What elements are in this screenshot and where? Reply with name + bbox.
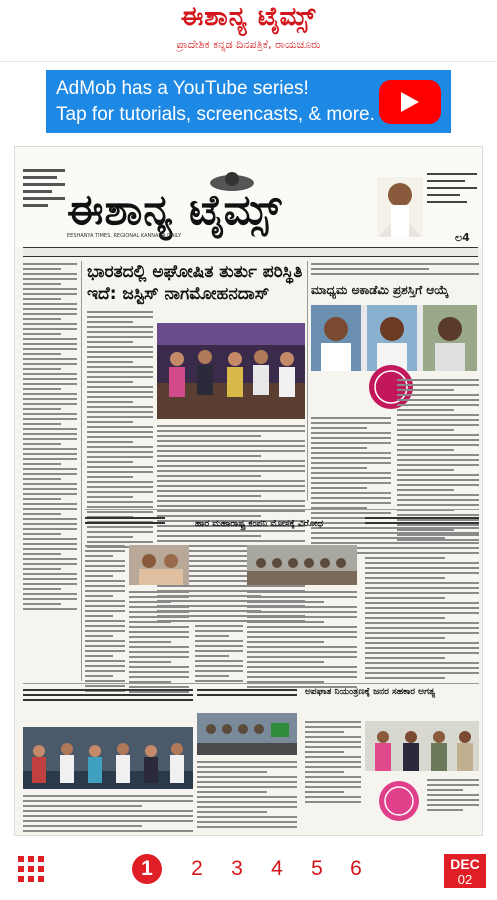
masthead-left-notes — [23, 169, 65, 211]
youtube-play-icon[interactable] — [379, 80, 441, 124]
app-logo — [0, 2, 497, 33]
bottom-headline: ಅಪಘಾತ ನಿಯಂತ್ರಣಕ್ಕೆ ಜನರ ಸಹಕಾರ ಅಗತ್ಯ — [305, 687, 435, 697]
masthead — [15, 147, 483, 247]
date-month: DEC — [450, 856, 480, 872]
bottom-left-heading — [23, 689, 193, 704]
mid-headline: ಹಾರ ಮಹಾರಾಷ್ಟ್ರ ಕಂಪನಿ ಮೋಸಕ್ಕೆ ವಿರೋಧ — [195, 519, 324, 529]
bottom-mid-heading — [197, 689, 297, 699]
left-column-text — [23, 263, 77, 613]
page-3-button[interactable]: 3 — [231, 857, 243, 880]
main-article-text — [87, 311, 153, 551]
officials-photo — [365, 721, 479, 771]
ad-banner[interactable] — [46, 70, 451, 133]
section-rule — [85, 509, 479, 510]
mid-article-text — [195, 545, 243, 685]
header-divider — [0, 61, 497, 62]
bottom-right-text — [305, 721, 361, 806]
logo-text: ಈಶಾನ್ಯ ಟೈಮ್ಸ್ — [180, 2, 317, 32]
date-day: 02 — [457, 872, 473, 887]
page-4-button[interactable]: 4 — [271, 857, 283, 880]
masthead-right-notes — [427, 173, 477, 208]
bottom-right-text-2 — [427, 779, 479, 814]
right-top-text — [311, 263, 479, 278]
ad-line-1: AdMob has a YouTube series! — [56, 78, 309, 99]
mid-photo — [129, 545, 189, 585]
page-5-button[interactable]: 5 — [311, 857, 323, 880]
mid-left-text — [85, 545, 125, 695]
mid-right-text — [365, 517, 479, 682]
awardee-photos — [311, 305, 477, 371]
ad-line-2: Tap for tutorials, screencasts, & more. — [56, 104, 375, 125]
event-photo — [157, 323, 305, 419]
bottom-navigation — [0, 838, 497, 900]
masthead-title: ಈಶಾನ್ಯ ಟೈಮ್ಸ್ — [67, 185, 283, 234]
column-rule — [81, 261, 82, 681]
flag-photo — [197, 713, 297, 755]
right-headline: ಮಾಧ್ಯಮ ಅಕಾಡೆಮಿ ಪ್ರಶಸ್ತಿಗೆ ಆಯ್ಕೆ — [311, 283, 449, 297]
newspaper-page[interactable] — [14, 146, 483, 836]
bottom-mid-text — [197, 761, 297, 831]
pink-seal-icon — [377, 779, 421, 823]
mid-article-text-2 — [247, 591, 357, 691]
page-2-button[interactable]: 2 — [191, 857, 203, 880]
masthead-subtitle: EESHANYA TIMES, REGIONAL KANNADA DAILY — [67, 233, 182, 239]
grid-menu-icon[interactable] — [18, 856, 44, 882]
page-6-button[interactable]: 6 — [350, 857, 362, 880]
mid-left-heading — [85, 517, 165, 527]
masthead-badge: ಲ4 — [455, 231, 470, 244]
bottom-left-text — [23, 795, 193, 835]
logo-tagline: ಪ್ರಾದೇಶಿಕ ಕನ್ನಡ ದಿನಪತ್ರಿಕೆ, ರಾಯಚೂರು — [176, 38, 321, 51]
ceremony-photo — [23, 727, 193, 789]
app-header — [0, 0, 497, 62]
protest-photo — [247, 545, 357, 585]
dateline-bar — [23, 247, 478, 257]
main-headline: ಭಾರತದಲ್ಲಿ ಅಘೋಷಿತ ತುರ್ತು ಪರಿಸ್ಥಿತಿ ಇದೆ: ಜಸ್ಟಿಸ್ ನಾಗಮೋಹನದಾಸ್ — [87, 262, 303, 304]
section-rule — [23, 683, 479, 684]
column-rule — [307, 261, 308, 501]
portrait-photo — [377, 177, 423, 237]
date-picker-button[interactable] — [444, 854, 486, 888]
mid-left-text-2 — [129, 591, 189, 696]
page-1-button[interactable]: 1 — [132, 854, 162, 884]
